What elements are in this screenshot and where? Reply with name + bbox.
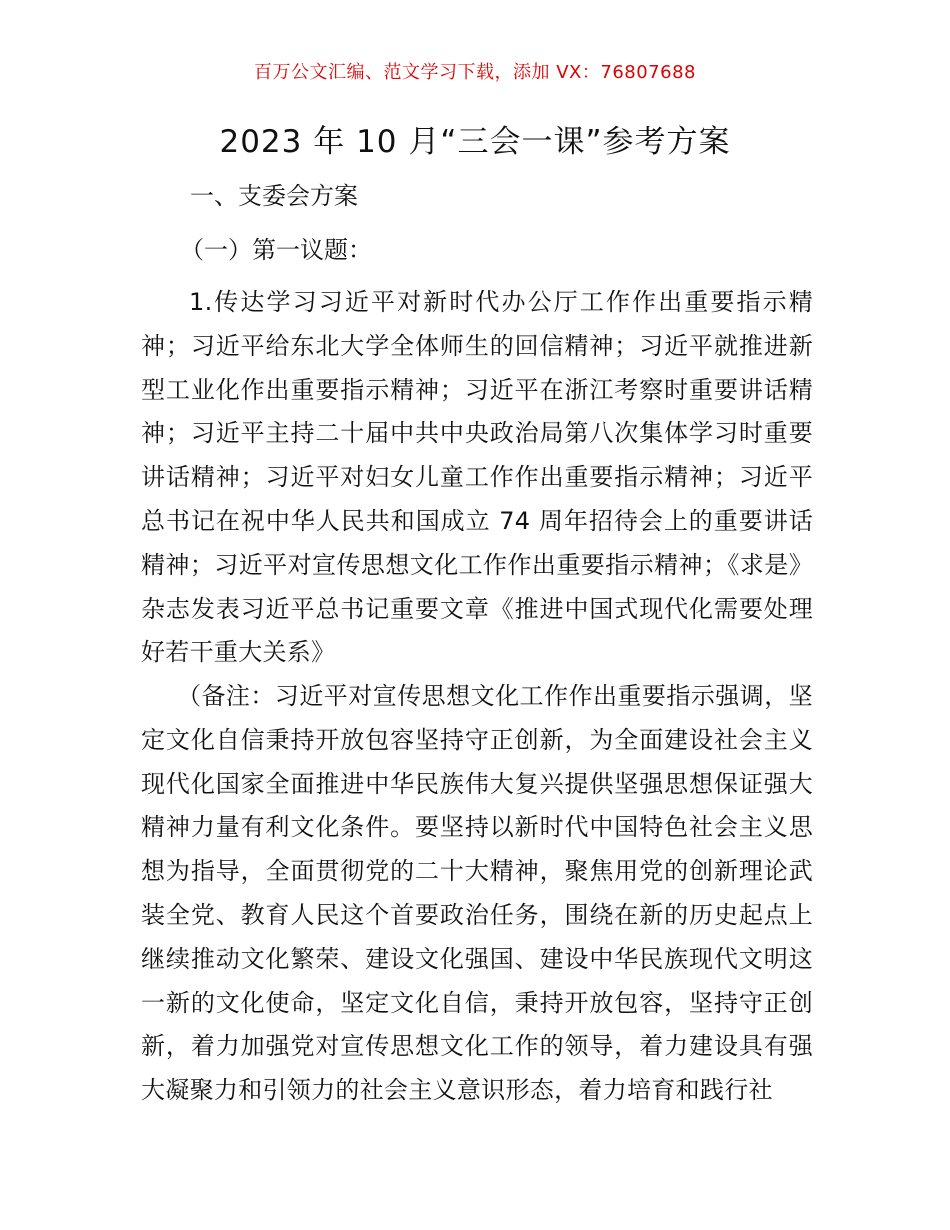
document-title: 2023 年 10 月“三会一课”参考方案 (219, 124, 731, 160)
body-paragraph-1: 1.传达学习习近平对新时代办公厅工作作出重要指示精神；习近平给东北大学全体师生的回信精神；习近平就推进新型工业化作出重要指示精神；习近平在浙江考察时重要讲话精神；习近平主持二十届中共中央政治局第八次集体学习时重要讲话精神；习近平对妇女儿童工作作出重要指示精神；习近平总书记在祝中华人民共和国成立 74 周年招待会上的重要讲话精神；习近平对宣传思想文化工作作出重要指示精神；《求是》杂志发表习近平总书记重要文章《推进中国式现代化需要处理好若干重大关系》 (141, 288, 813, 667)
subsection-heading: （一）第一议题： (180, 236, 372, 264)
body-paragraph-2: （备注：习近平对宣传思想文化工作作出重要指示强调，坚定文化自信秉持开放包容坚持守正创新，为全面建设社会主义现代化国家全面推进中华民族伟大复兴提供坚强思想保证强大精神力量有利文化条件。要坚持以新时代中国特色社会主义思想为指导，全面贯彻党的二十大精神，聚焦用党的创新理论武装全党、教育人民这个首要政治任务，围绕在新的历史起点上继续推动文化繁荣、建设文化强国、建设中华民族现代文明这一新的文化使命，坚定文化自信，秉持开放包容，坚持守正创新，着力加强党对宣传思想文化工作的领导，着力建设具有强大凝聚力和引领力的社会主义意识形态，着力培育和践行社 (141, 682, 813, 1105)
promo-header: 百万公文汇编、范文学习下载，添加 VX：76807688 (254, 62, 696, 83)
section-heading: 一、支委会方案 (190, 182, 358, 210)
